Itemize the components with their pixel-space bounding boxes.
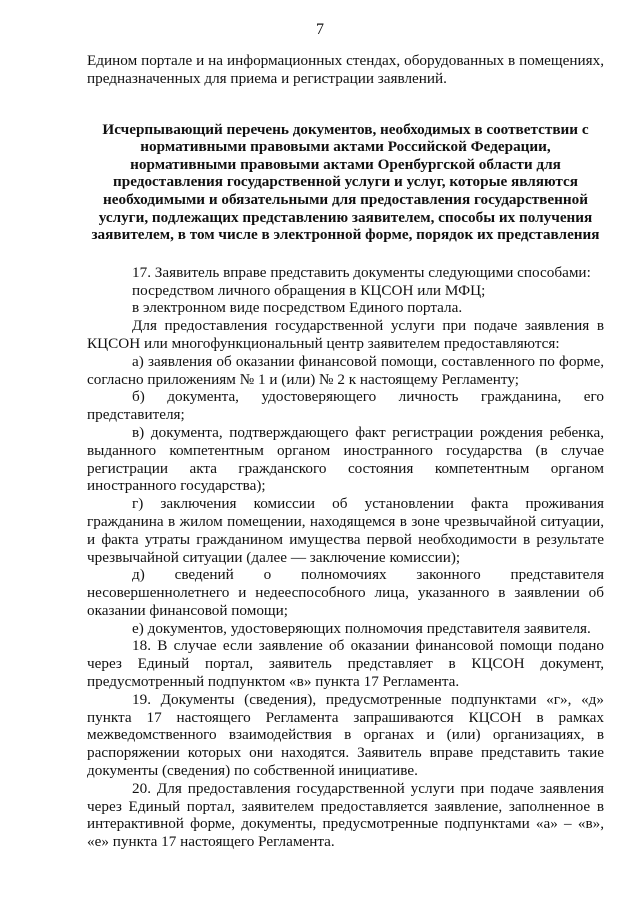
paragraph: 18. В случае если заявление об оказании финансовой помощи подано через Единый портал, заявитель представляет в КЦСОН документ, предусмотренный подпунктом «в» пункта 17 Регламента. [87,637,604,691]
paragraph: б) документа, удостоверяющего личность гражданина, его представителя; [87,388,604,424]
paragraph: 17. Заявитель вправе представить документы следующими способами: [132,263,591,281]
paragraph: а) заявления об оказании финансовой помощи, составленного по форме, согласно приложениям № 1 и (или) № 2 к настоящему Регламенту; [87,352,604,388]
paragraph-list [87,264,604,851]
paragraph: г) заключения комиссии об установлении факта проживания гражданина в жилом помещении, находящемся в зоне чрезвычайной ситуации, и факта утраты гражданином имущества первой необходимости в результате чрезвычайной ситуации (далее — заключение комиссии); [87,495,604,566]
paragraph: 20. Для предоставления государственной услуги при подаче заявления через Единый портал, заявителем предоставляется заявление, заполненное в интерактивной форме, документы, предусмотренные подпунктами «а» – «в», «е» пункта 17 настоящего Регламента. [87,779,604,851]
paragraph: посредством личного обращения в КЦСОН или МФЦ; [132,281,486,299]
paragraph: е) документов, удостоверяющих полномочия представителя заявителя. [132,619,591,637]
document-body [87,52,604,851]
paragraph: в) документа, подтверждающего факт регистрации рождения ребенка, выданного компетентным органом иностранного государства (в случае регистрации акта гражданского состояния компетентным органом иностранного государства); [87,423,604,495]
paragraph: 19. Документы (сведения), предусмотренные подпунктами «г», «д» пункта 17 настоящего Регламента запрашиваются КЦСОН в рамках межведомственного взаимодействия в органах и (или) организациях, в распоряжении которых они находятся. Заявитель вправе представить такие документы (сведения) по собственной инициативе. [87,690,604,780]
intro-paragraph: Едином портале и на информационных стендах, оборудованных в помещениях, предназначенных для приема и регистрации заявлений. [87,52,604,87]
paragraph: в электронном виде посредством Единого портала. [132,299,463,317]
page-number: 7 [316,21,324,38]
paragraph: д) сведений о полномочиях законного представителя несовершеннолетнего и недееспособного лица, указанного в заявлении об оказании финансовой помощи; [87,566,604,619]
paragraph: Для предоставления государственной услуги при подаче заявления в КЦСОН или многофункциональный центр заявителем предоставляются: [87,317,604,352]
section-heading: Исчерпывающий перечень документов, необходимых в соответствии с нормативными правовыми актами Российской Федерации, нормативными правовыми актами Оренбургской области для предоставления государственной услуги и услуг, которые являются необходимыми и обязательными для предоставления государственной услуги, подлежащих представлению заявителем, способы их получения заявителем, в том числе в электронной форме, порядок их представления [91,120,600,244]
